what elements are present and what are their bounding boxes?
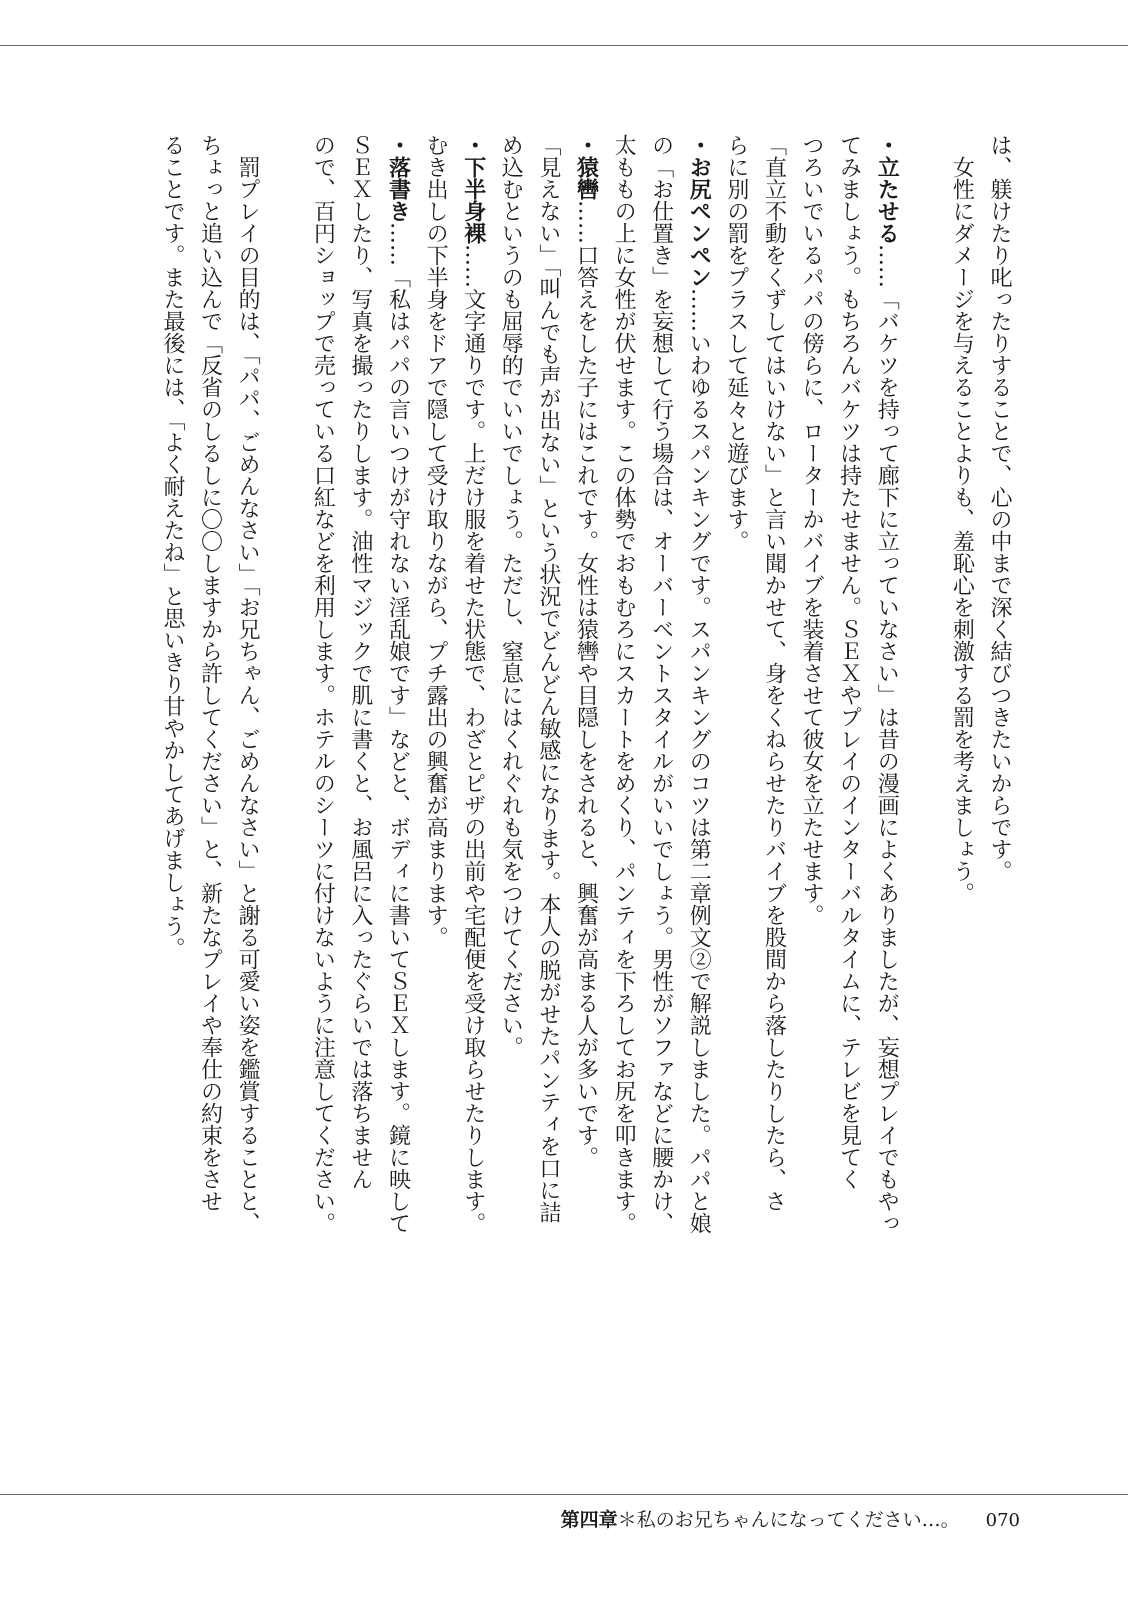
text-line: [266, 134, 304, 1204]
line-text: は、躾けたり叱ったりすることで、心の中まで深く結びつきたいからです。: [987, 134, 1012, 882]
header-rule: [0, 45, 1128, 46]
text-line: [567, 134, 605, 1204]
text-line: [341, 134, 379, 1204]
line-text: ……「私はパパの言いつけが守れない淫乱娘です」などと、ボディに書いてＳＥＸします。鏡に映して: [385, 222, 411, 1234]
line-text: 太ももの上に女性が伏せます。この体勢でおもむろにスカートをめくり、パンティを下ろしてお尻を叩きます。: [611, 134, 637, 1234]
text-line: [868, 134, 906, 1234]
text-line: [153, 134, 191, 1204]
text-line: [454, 134, 492, 1234]
running-footer: [561, 1505, 1020, 1532]
line-text: 「直立不動をくずしてはいけない」と言い聞かせて、身をくねらせたりバイブを股間から落したりしたら、さ: [761, 134, 787, 1212]
text-line: [792, 134, 830, 1204]
line-text: つろいでいるパパの傍らに、ローターかバイブを装着させて彼女を立たせます。: [799, 134, 825, 926]
text-line: [417, 134, 455, 1204]
text-line: [529, 134, 567, 1223]
line-text: め込むというのも屈辱的でいいでしょう。ただし、窒息にはくれぐれも気をつけてください。: [498, 134, 524, 1058]
text-line: [830, 134, 868, 1204]
vertical-body-text: [153, 134, 1018, 1234]
text-line: [379, 134, 417, 1234]
footer-rule: [0, 1494, 1128, 1495]
item-heading: ・お尻ペンペン: [686, 134, 712, 288]
line-text: てみましょう。もちろんバケツは持たせません。ＳＥＸやプレイのインターバルタイムに、テレビを見てく: [836, 134, 862, 1190]
item-heading: ・立たせる: [874, 134, 900, 244]
text-line: [304, 134, 342, 1234]
text-line: [642, 134, 680, 1234]
line-text: ちょっと追い込んで「反省のしるしに〇〇しますから許してください」と、新たなプレイや奉仕の約束をさせ: [197, 134, 223, 1212]
item-heading: ・落書き: [385, 134, 411, 222]
line-text: ……「バケツを持って廊下に立っていなさい」は昔の漫画によくありましたが、妄想プレイでもやっ: [874, 244, 900, 1234]
line-text: 女性にダメージを与えることよりも、羞恥心を刺激する罰を考えましょう。: [949, 134, 975, 904]
text-line: [229, 134, 267, 1234]
line-text: ＳＥＸしたり、写真を撮ったりします。油性マジックで肌に書くと、お風呂に入ったぐらいでは落ちません: [347, 134, 373, 1190]
text-line: [492, 134, 530, 1204]
text-line: [191, 134, 229, 1212]
item-heading: ・下半身裸: [460, 134, 486, 244]
line-text: ので、百円ショップで売っている口紅などを利用します。ホテルのシーツに付けないように注意してください。: [310, 134, 336, 1234]
text-line: [717, 134, 755, 1204]
text-line: [980, 134, 1018, 1204]
text-line: [755, 134, 793, 1212]
text-line: [943, 134, 981, 1204]
line-text: むき出しの下半身をドアで隠して受け取りながら、プチ露出の興奮が高まります。: [423, 134, 449, 948]
line-text: ることです。また最後には、「よく耐えたね」と思いきり甘やかしてあげましょう。: [159, 134, 185, 959]
line-text: ……文字通りです。上だけ服を着せた状態で、わざとピザの出前や宅配便を受け取らせたりします。: [460, 244, 486, 1234]
line-text: の「お仕置き」を妄想して行う場合は、オーバーベントスタイルがいいでしょう。男性がソファなどに腰かけ、: [648, 134, 674, 1234]
item-heading: ・猿轡: [573, 134, 599, 200]
text-line: [905, 134, 943, 1204]
line-text: らに別の罰をプラスして延々と遊びます。: [723, 134, 749, 552]
text-line: [680, 134, 718, 1234]
text-line: [604, 134, 642, 1234]
chapter-title: ＊私のお兄ちゃんになってください…。: [617, 1509, 960, 1531]
line-text: ……口答えをした子にはこれです。女性は猿轡や目隠しをされると、興奮が高まる人が多いです。: [573, 200, 599, 1168]
line-text: 「見えない」「叫んでも声が出ない」という状況でどんどん敏感になります。本人の脱がせたパンティを口に詰: [535, 134, 561, 1223]
line-text: ……いわゆるスパンキングです。スパンキングのコツは第二章例文②で解説しました。パパと娘: [686, 288, 712, 1234]
line-text: 罰プレイの目的は、「パパ、ごめんなさい」「お兄ちゃん、ごめんなさい」と謝る可愛い姿を鑑賞することと、: [235, 134, 261, 1234]
page-number: 070: [985, 1510, 1020, 1531]
chapter-label: 第四章: [560, 1509, 618, 1531]
